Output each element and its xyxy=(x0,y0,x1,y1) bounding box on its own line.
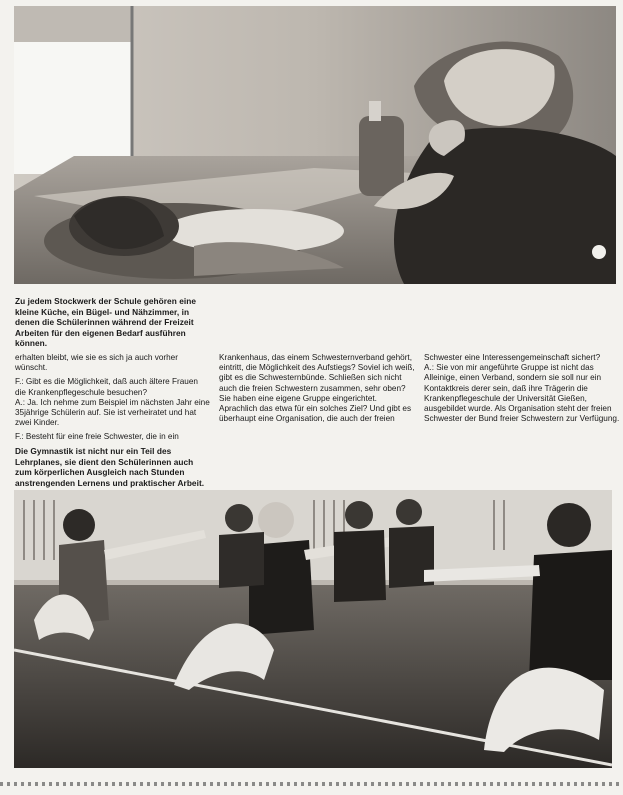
paragraph: Krankenhaus, das einem Schwesternverband gehört, eintritt, die Möglichkeit des Aufstiegs? Soviel ich weiß, gibt es die Schwesternbünde. Schließen sich nicht auch die freien Schwestern zusammen, sehr oben? Sie haben eine eigene Gruppe eingerichtet. Aprachlich das etwa für ein solches Ziel? Und gibt es überhaupt eine Organisation, die auch der freien xyxy=(219,353,415,424)
photo-gymnastics-class xyxy=(14,490,612,768)
text-column-1 xyxy=(15,353,211,447)
paragraph: Schwester eine Interessengemeinschaft sichert? A.: Sie von mir angeführte Gruppe ist nicht das Alleinige, einen Verband, sondern sie soll nur ein Kontaktkreis derer sein, daß ihre Trägerin die Krankenpflegeschule der Universität Gießen, ausgebildet wurde. Als Organisation steht der freien Schwester der Bund freier Schwestern zur Verfügung. xyxy=(424,353,620,424)
text-column-2 xyxy=(219,353,415,428)
gymnastics-photo-image xyxy=(14,490,612,768)
text-column-3 xyxy=(424,353,620,428)
photo-sewing-room xyxy=(14,6,616,284)
paragraph: erhalten bleibt, wie sie es sich ja auch vorher wünscht. xyxy=(15,353,178,373)
caption-gymnastics: Die Gymnastik ist nicht nur ein Teil des Lehrplanes, sie dient den Schülerinnen auch zum körperlichen Ausgleich nach Stunden anstrengenden Lernens und praktischer Arbeit. xyxy=(15,446,205,488)
page-bottom-rule xyxy=(0,782,623,786)
paragraph: F.: Besteht für eine freie Schwester, die in ein xyxy=(15,432,179,442)
sewing-room-photo-image xyxy=(14,6,616,284)
caption-sewing-room: Zu jedem Stockwerk der Schule gehören eine kleine Küche, ein Bügel- und Nähzimmer, in denen die Schülerinnen während der Freizeit Arbeiten für den eigenen Bedarf ausführen können. xyxy=(15,296,196,349)
paragraph: F.: Gibt es die Möglichkeit, daß auch ältere Frauen die Krankenpflegeschule besuchen? A.: Ja. Ich nehme zum Beispiel im nächsten Jahr eine 35jährige Schülerin auf. Sie ist verheiratet und hat zwei Kinder. xyxy=(15,377,210,428)
